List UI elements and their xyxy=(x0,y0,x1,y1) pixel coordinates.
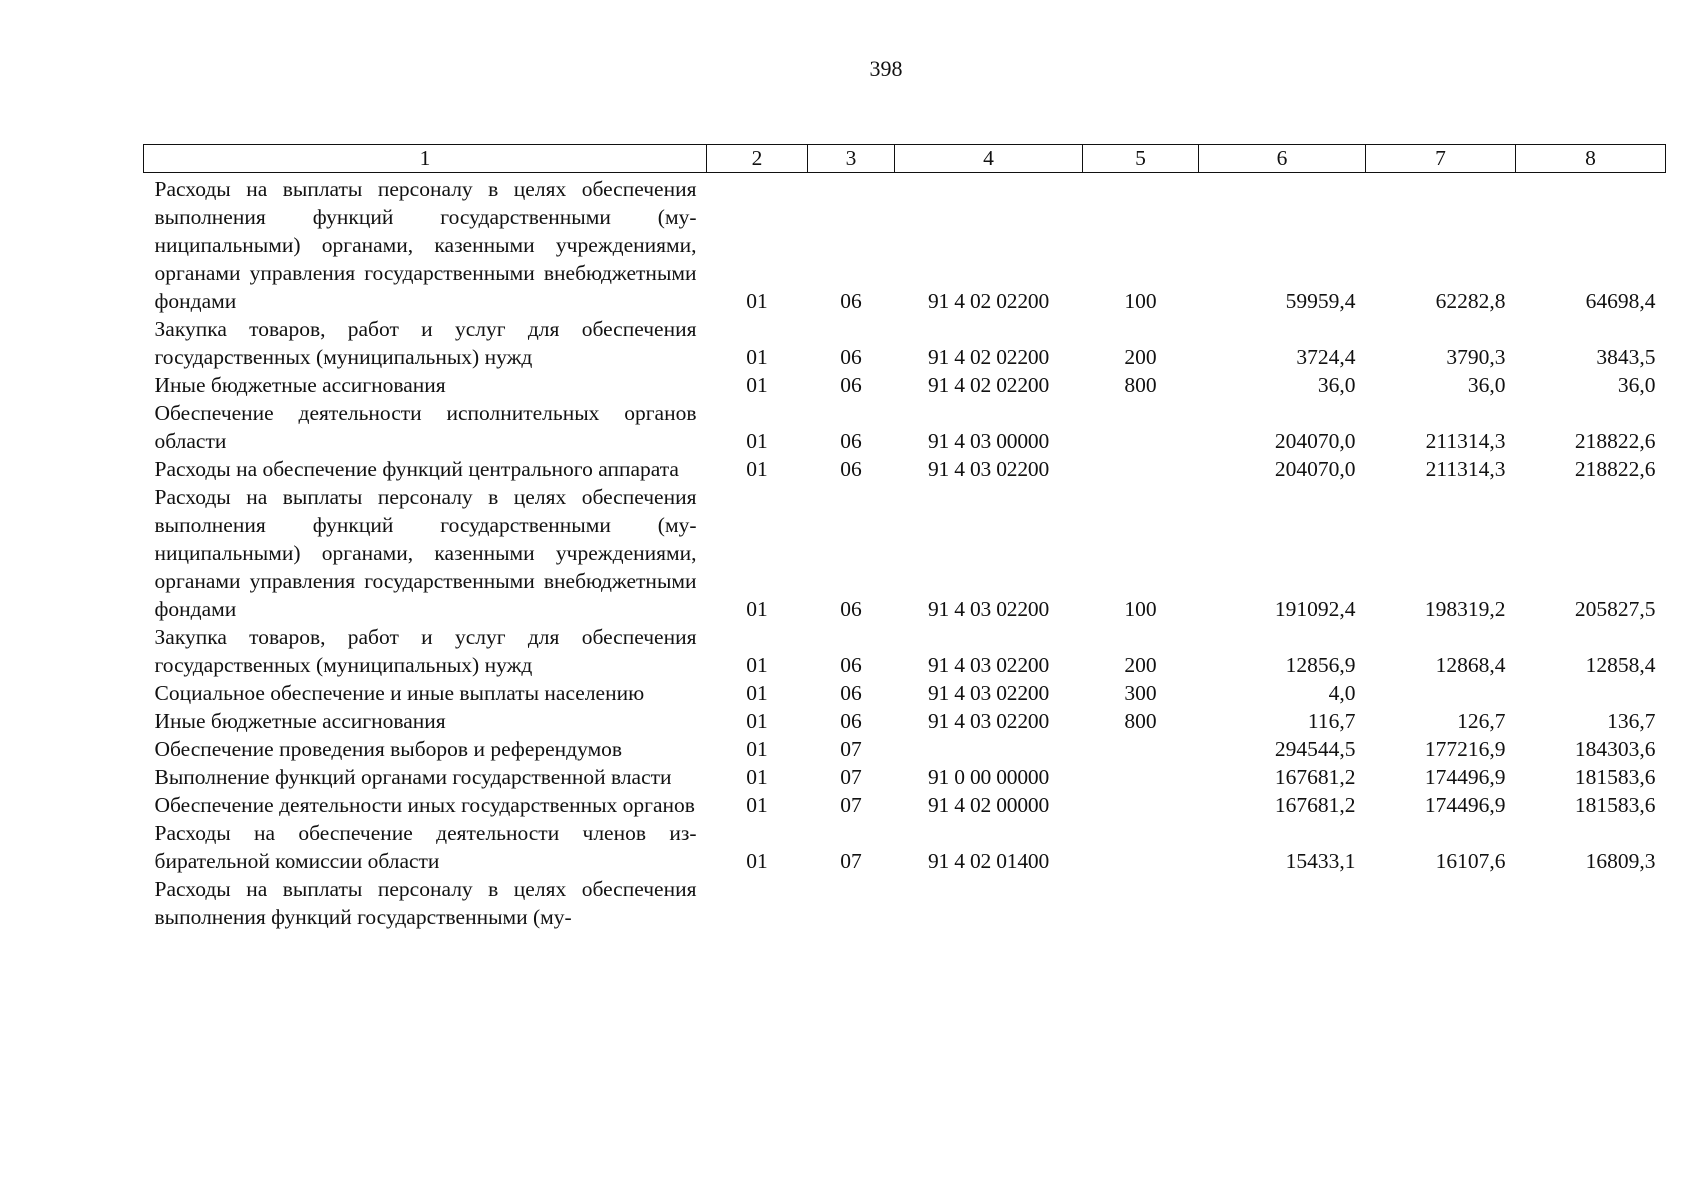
amount-col-6: 167681,2 xyxy=(1274,765,1356,789)
amount-col-7 xyxy=(1366,875,1516,931)
header-col-6: 6 xyxy=(1199,145,1366,173)
code-expense-type xyxy=(1083,819,1199,875)
amount-col-6: 3724,4 xyxy=(1296,345,1356,369)
code-subsection: 06 xyxy=(840,289,862,313)
row-name: Закупка товаров, работ и услуг для обеспечения государственных (муниципальных) нужд xyxy=(154,625,697,677)
code-section: 01 xyxy=(746,457,768,481)
header-col-8: 8 xyxy=(1516,145,1666,173)
code-expense-type xyxy=(1083,735,1199,763)
row-name: Выполнение функций органами государственной власти xyxy=(154,765,672,789)
amount-col-7: 3790,3 xyxy=(1446,345,1506,369)
amount-col-8: 184303,6 xyxy=(1574,737,1656,761)
amount-col-7: 174496,9 xyxy=(1424,793,1506,817)
budget-table xyxy=(143,144,1666,931)
code-section: 01 xyxy=(746,849,768,873)
amount-col-8 xyxy=(1516,679,1666,707)
code-subsection: 06 xyxy=(840,345,862,369)
code-expense-type: 800 xyxy=(1124,709,1157,733)
code-subsection: 06 xyxy=(840,653,862,677)
amount-col-7: 174496,9 xyxy=(1424,765,1506,789)
amount-col-7: 198319,2 xyxy=(1424,597,1506,621)
amount-col-8: 181583,6 xyxy=(1574,793,1656,817)
code-target: 91 0 00 00000 xyxy=(927,765,1050,789)
table-row xyxy=(144,315,1666,371)
code-subsection xyxy=(808,875,895,931)
code-subsection: 07 xyxy=(840,849,862,873)
amount-col-8: 181583,6 xyxy=(1574,765,1656,789)
row-name: Расходы на выплаты персоналу в целях обеспечения выполнения функций государственными (муниципальными) органами, казенными учреждениями, органами управления государственными внебюджетными фондами xyxy=(154,177,697,313)
amount-col-6: 59959,4 xyxy=(1285,289,1356,313)
code-section: 01 xyxy=(746,765,768,789)
row-name: Обеспечение деятельности исполнительных органов области xyxy=(154,401,697,453)
code-target xyxy=(895,875,1083,931)
code-section: 01 xyxy=(746,681,768,705)
amount-col-8 xyxy=(1516,875,1666,931)
header-col-2: 2 xyxy=(707,145,808,173)
header-row xyxy=(144,145,1666,173)
row-name: Иные бюджетные ассигнования xyxy=(154,373,446,397)
code-expense-type: 100 xyxy=(1124,289,1157,313)
code-section: 01 xyxy=(746,429,768,453)
row-name: Обеспечение проведения выборов и референдумов xyxy=(154,737,623,761)
amount-col-6: 167681,2 xyxy=(1274,793,1356,817)
amount-col-6: 116,7 xyxy=(1307,709,1356,733)
header-col-7: 7 xyxy=(1366,145,1516,173)
amount-col-7: 126,7 xyxy=(1457,709,1506,733)
row-name: Расходы на выплаты персоналу в целях обеспечения выполнения функций государственными (му- xyxy=(154,877,697,929)
code-subsection: 07 xyxy=(840,765,862,789)
table-row xyxy=(144,875,1666,931)
amount-col-6: 15433,1 xyxy=(1285,849,1356,873)
code-subsection: 06 xyxy=(840,457,862,481)
table-row xyxy=(144,483,1666,623)
amount-col-8: 16809,3 xyxy=(1585,849,1656,873)
amount-col-7: 177216,9 xyxy=(1424,737,1506,761)
amount-col-6: 294544,5 xyxy=(1274,737,1356,761)
amount-col-7 xyxy=(1366,679,1516,707)
table-row xyxy=(144,707,1666,735)
table-row xyxy=(144,819,1666,875)
amount-col-7: 62282,8 xyxy=(1435,289,1506,313)
header-col-5: 5 xyxy=(1083,145,1199,173)
code-section: 01 xyxy=(746,289,768,313)
header-col-3: 3 xyxy=(808,145,895,173)
code-expense-type xyxy=(1083,763,1199,791)
code-target: 91 4 02 01400 xyxy=(927,849,1050,873)
code-expense-type: 200 xyxy=(1124,653,1157,677)
code-section: 01 xyxy=(746,653,768,677)
code-expense-type xyxy=(1083,791,1199,819)
code-subsection: 06 xyxy=(840,429,862,453)
row-name: Расходы на выплаты персоналу в целях обеспечения выполнения функций государственными (муниципальными) органами, казенными учреждениями, органами управления государственными внебюджетными фондами xyxy=(154,485,697,621)
table-row xyxy=(144,763,1666,791)
row-name: Социальное обеспечение и иные выплаты населению xyxy=(154,681,645,705)
amount-col-6: 204070,0 xyxy=(1274,429,1356,453)
code-target: 91 4 02 02200 xyxy=(927,345,1050,369)
table-row xyxy=(144,371,1666,399)
code-target: 91 4 02 00000 xyxy=(927,793,1050,817)
code-target: 91 4 03 02200 xyxy=(927,681,1050,705)
code-section: 01 xyxy=(746,737,768,761)
amount-col-7: 36,0 xyxy=(1467,373,1506,397)
table-row xyxy=(144,679,1666,707)
code-expense-type: 100 xyxy=(1124,597,1157,621)
code-subsection: 06 xyxy=(840,597,862,621)
code-section: 01 xyxy=(746,793,768,817)
code-section xyxy=(707,875,808,931)
code-section: 01 xyxy=(746,597,768,621)
table-row xyxy=(144,455,1666,483)
table-row xyxy=(144,173,1666,316)
code-target: 91 4 03 02200 xyxy=(927,597,1050,621)
table-row xyxy=(144,791,1666,819)
amount-col-8: 12858,4 xyxy=(1585,653,1656,677)
row-name: Обеспечение деятельности иных государственных органов xyxy=(154,793,695,817)
amount-col-8: 218822,6 xyxy=(1574,457,1656,481)
row-name: Расходы на обеспечение деятельности членов избирательной комиссии области xyxy=(154,821,697,873)
code-section: 01 xyxy=(746,345,768,369)
code-subsection: 06 xyxy=(840,681,862,705)
amount-col-7: 16107,6 xyxy=(1435,849,1506,873)
row-name: Расходы на обеспечение функций центрального аппарата xyxy=(154,457,679,481)
code-expense-type xyxy=(1083,875,1199,931)
amount-col-7: 211314,3 xyxy=(1425,457,1506,481)
row-name: Закупка товаров, работ и услуг для обеспечения государственных (муниципальных) нужд xyxy=(154,317,697,369)
code-target: 91 4 03 02200 xyxy=(927,709,1050,733)
amount-col-8: 3843,5 xyxy=(1596,345,1656,369)
code-target xyxy=(895,735,1083,763)
code-target: 91 4 03 00000 xyxy=(927,429,1050,453)
amount-col-8: 64698,4 xyxy=(1585,289,1656,313)
amount-col-6: 12856,9 xyxy=(1285,653,1356,677)
amount-col-6: 4,0 xyxy=(1328,681,1356,705)
code-target: 91 4 02 02200 xyxy=(927,289,1050,313)
table-row xyxy=(144,399,1666,455)
code-subsection: 06 xyxy=(840,709,862,733)
amount-col-6: 36,0 xyxy=(1317,373,1356,397)
code-section: 01 xyxy=(746,373,768,397)
amount-col-6 xyxy=(1199,875,1366,931)
table-row xyxy=(144,623,1666,679)
code-section: 01 xyxy=(746,709,768,733)
amount-col-6: 191092,4 xyxy=(1274,597,1356,621)
code-target: 91 4 03 02200 xyxy=(927,457,1050,481)
row-name: Иные бюджетные ассигнования xyxy=(154,709,446,733)
code-expense-type: 300 xyxy=(1124,681,1157,705)
amount-col-8: 205827,5 xyxy=(1574,597,1656,621)
code-subsection: 07 xyxy=(840,737,862,761)
code-expense-type xyxy=(1083,455,1199,483)
code-subsection: 07 xyxy=(840,793,862,817)
page-number: 398 xyxy=(869,56,903,81)
amount-col-6: 204070,0 xyxy=(1274,457,1356,481)
amount-col-8: 136,7 xyxy=(1607,709,1656,733)
code-subsection: 06 xyxy=(840,373,862,397)
code-target: 91 4 02 02200 xyxy=(927,373,1050,397)
header-col-1: 1 xyxy=(144,145,707,173)
table-header xyxy=(144,145,1666,173)
amount-col-8: 36,0 xyxy=(1617,373,1656,397)
code-expense-type: 800 xyxy=(1124,373,1157,397)
amount-col-7: 12868,4 xyxy=(1435,653,1506,677)
code-expense-type: 200 xyxy=(1124,345,1157,369)
table-body xyxy=(144,173,1666,932)
header-col-4: 4 xyxy=(895,145,1083,173)
code-expense-type xyxy=(1083,399,1199,455)
amount-col-8: 218822,6 xyxy=(1574,429,1656,453)
table-row xyxy=(144,735,1666,763)
code-target: 91 4 03 02200 xyxy=(927,653,1050,677)
amount-col-7: 211314,3 xyxy=(1425,429,1506,453)
